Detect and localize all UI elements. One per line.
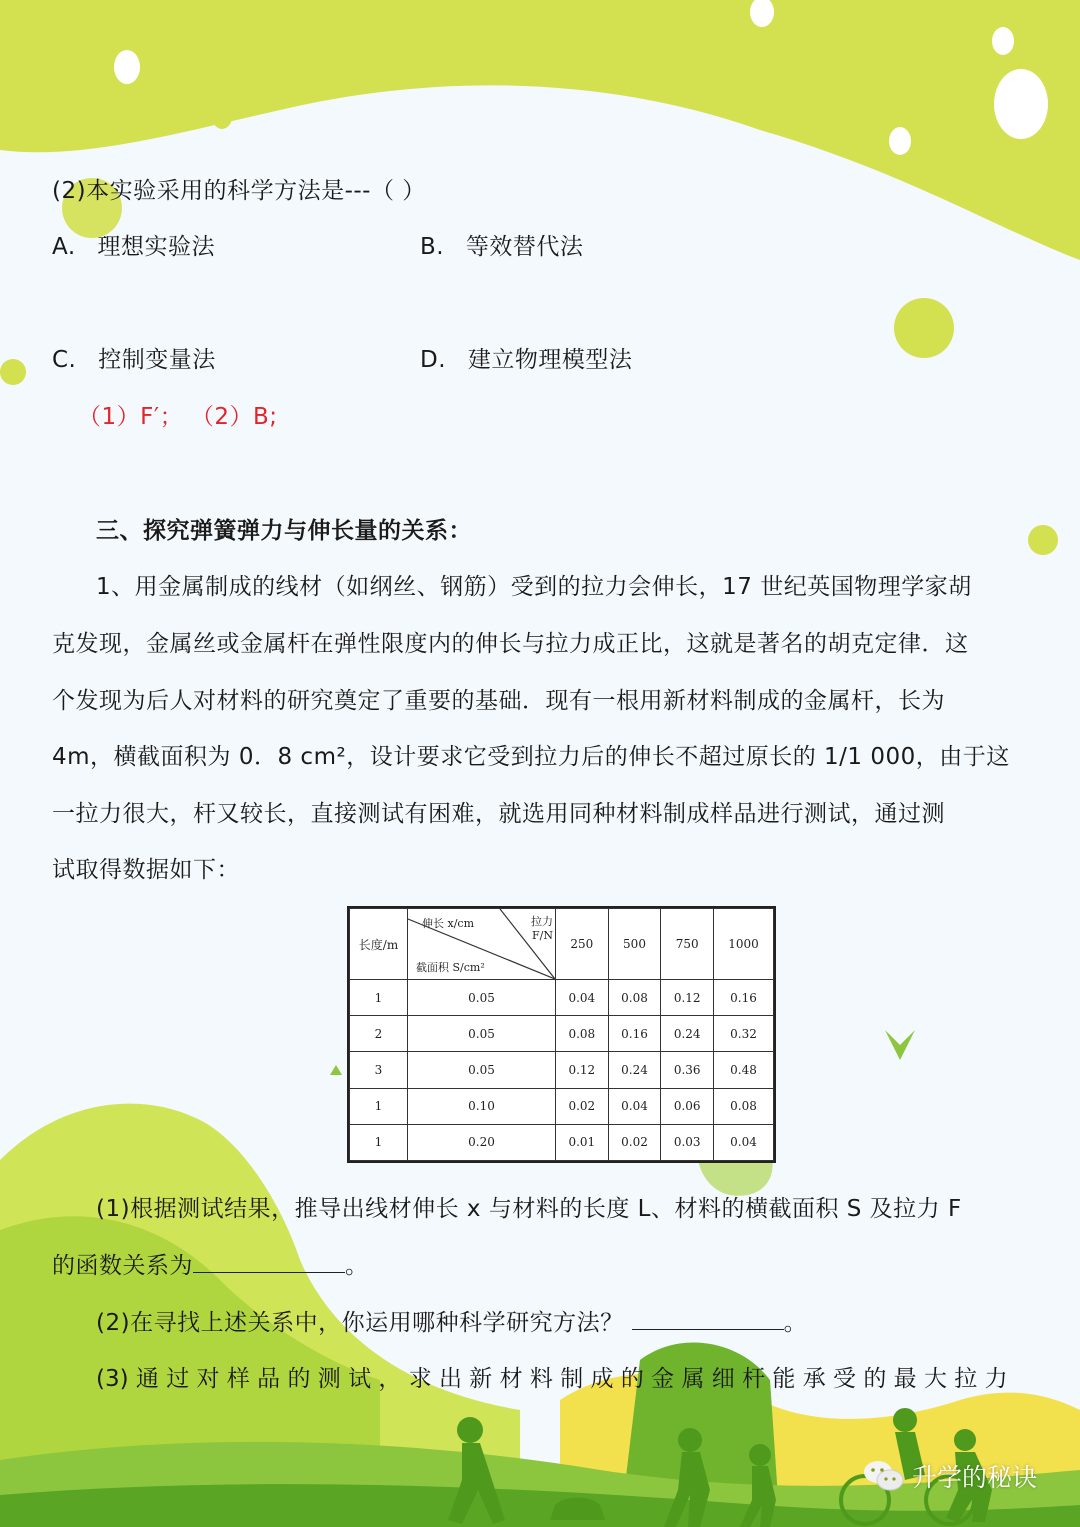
subquestion-3: (3) 通 过 对 样 品 的 测 试 ， 求 出 新 材 料 制 成 的 金 属 细 杆 能 承 受 的 最 大 拉 力 [96,1366,1008,1392]
cell-area: 0.10 [408,1088,556,1124]
paragraph-line-1: 1、用金属制成的线材（如纲丝、钢筋）受到的拉力会伸长，17 世纪英国物理学家胡 [96,574,972,600]
option-b-text: 等效替代法 [465,234,584,260]
subquestion-1-line-1: (1)根据测试结果，推导出线材伸长 x 与材料的长度 L、材料的横截面积 S 及拉力 F [96,1196,962,1222]
option-b[interactable] [420,228,583,261]
option-d[interactable] [420,341,632,374]
cell-area: 0.20 [408,1124,556,1160]
cell-value: 0.24 [608,1052,661,1088]
cell-value: 0.02 [608,1124,661,1160]
option-a[interactable] [52,228,215,261]
cell-value: 0.06 [661,1088,714,1124]
option-d-letter: D. [420,347,447,373]
cell-length: 1 [350,1124,408,1160]
paragraph-line-3: 个发现为后人对材料的研究奠定了重要的基础．现有一根用新材料制成的金属杆，长为 [52,688,945,714]
cell-value: 0.16 [608,1016,661,1052]
option-b-letter: B. [420,234,445,260]
section-heading: 三、探究弹簧弹力与伸长量的关系： [96,518,472,544]
question-2-prompt: (2)本实验采用的科学方法是---（ ） [52,178,426,204]
cell-value: 0.04 [608,1088,661,1124]
cell-value: 0.08 [608,980,661,1016]
option-a-text: 理想实验法 [97,234,215,260]
table-row [350,1052,774,1088]
cell-value: 0.01 [556,1124,609,1160]
answer-blank-2[interactable] [632,1309,784,1330]
watermark [862,1458,1037,1494]
table-row [350,1088,774,1124]
period: 。 [345,1253,369,1279]
cell-length: 3 [350,1052,408,1088]
answer-text: （1）F′； （2）B; [78,404,278,430]
cell-value: 0.03 [661,1124,714,1160]
paragraph-line-5: 一拉力很大，杆又较长，直接测试有困难，就选用同种材料制成样品进行测试，通过测 [52,801,945,827]
cell-length: 1 [350,980,408,1016]
header-length: 长度/m [350,909,408,980]
watermark-text: 升学的秘诀 [912,1463,1038,1492]
paragraph-line-6: 试取得数据如下： [52,857,240,883]
cell-area: 0.05 [408,980,556,1016]
wechat-icon [862,1459,906,1493]
cell-length: 1 [350,1088,408,1124]
table-row [350,1124,774,1160]
header-force-1000: 1000 [714,909,774,980]
subquestion-1-text: 的函数关系为 [52,1253,193,1279]
table-row [350,980,774,1016]
header-diagonal-cell [408,909,556,980]
cell-value: 0.48 [714,1052,774,1088]
cell-value: 0.24 [661,1016,714,1052]
option-c-letter: C. [52,347,77,373]
header-extension: 伸长 x/cm [422,917,474,930]
cell-value: 0.08 [714,1088,774,1124]
subquestion-1-line-2 [52,1247,369,1280]
option-a-letter: A. [52,234,76,260]
header-force: 拉力 F/N [531,915,553,942]
header-force-250: 250 [556,909,609,980]
cell-value: 0.02 [556,1088,609,1124]
cell-area: 0.05 [408,1016,556,1052]
cell-value: 0.12 [556,1052,609,1088]
data-table-image [347,906,776,1163]
cell-length: 2 [350,1016,408,1052]
cell-value: 0.32 [714,1016,774,1052]
option-d-text: 建立物理模型法 [467,347,633,373]
paragraph-line-2: 克发现，金属丝或金属杆在弹性限度内的伸长与拉力成正比，这就是著名的胡克定律．这 [52,631,969,657]
cell-value: 0.08 [556,1016,609,1052]
cell-value: 0.12 [661,980,714,1016]
header-area: 截面积 S/cm² [416,961,485,974]
option-c-text: 控制变量法 [98,347,216,373]
subquestion-2 [96,1304,807,1337]
data-table [349,908,774,1161]
cell-value: 0.04 [556,980,609,1016]
period: 。 [783,1310,808,1336]
option-c[interactable] [52,341,216,374]
table-row [350,1016,774,1052]
answer-blank-1[interactable] [193,1252,345,1273]
header-force-750: 750 [661,909,714,980]
cell-value: 0.36 [661,1052,714,1088]
cell-area: 0.05 [408,1052,556,1088]
table-header-row [350,909,774,980]
cell-value: 0.16 [714,980,774,1016]
subquestion-2-text: (2)在寻找上述关系中，你运用哪种科学研究方法？ [96,1310,624,1336]
header-force-500: 500 [608,909,661,980]
paragraph-line-4: 4m，横截面积为 0．8 cm²，设计要求它受到拉力后的伸长不超过原长的 1/1 000，由于这 [52,744,1010,770]
cell-value: 0.04 [714,1124,774,1160]
